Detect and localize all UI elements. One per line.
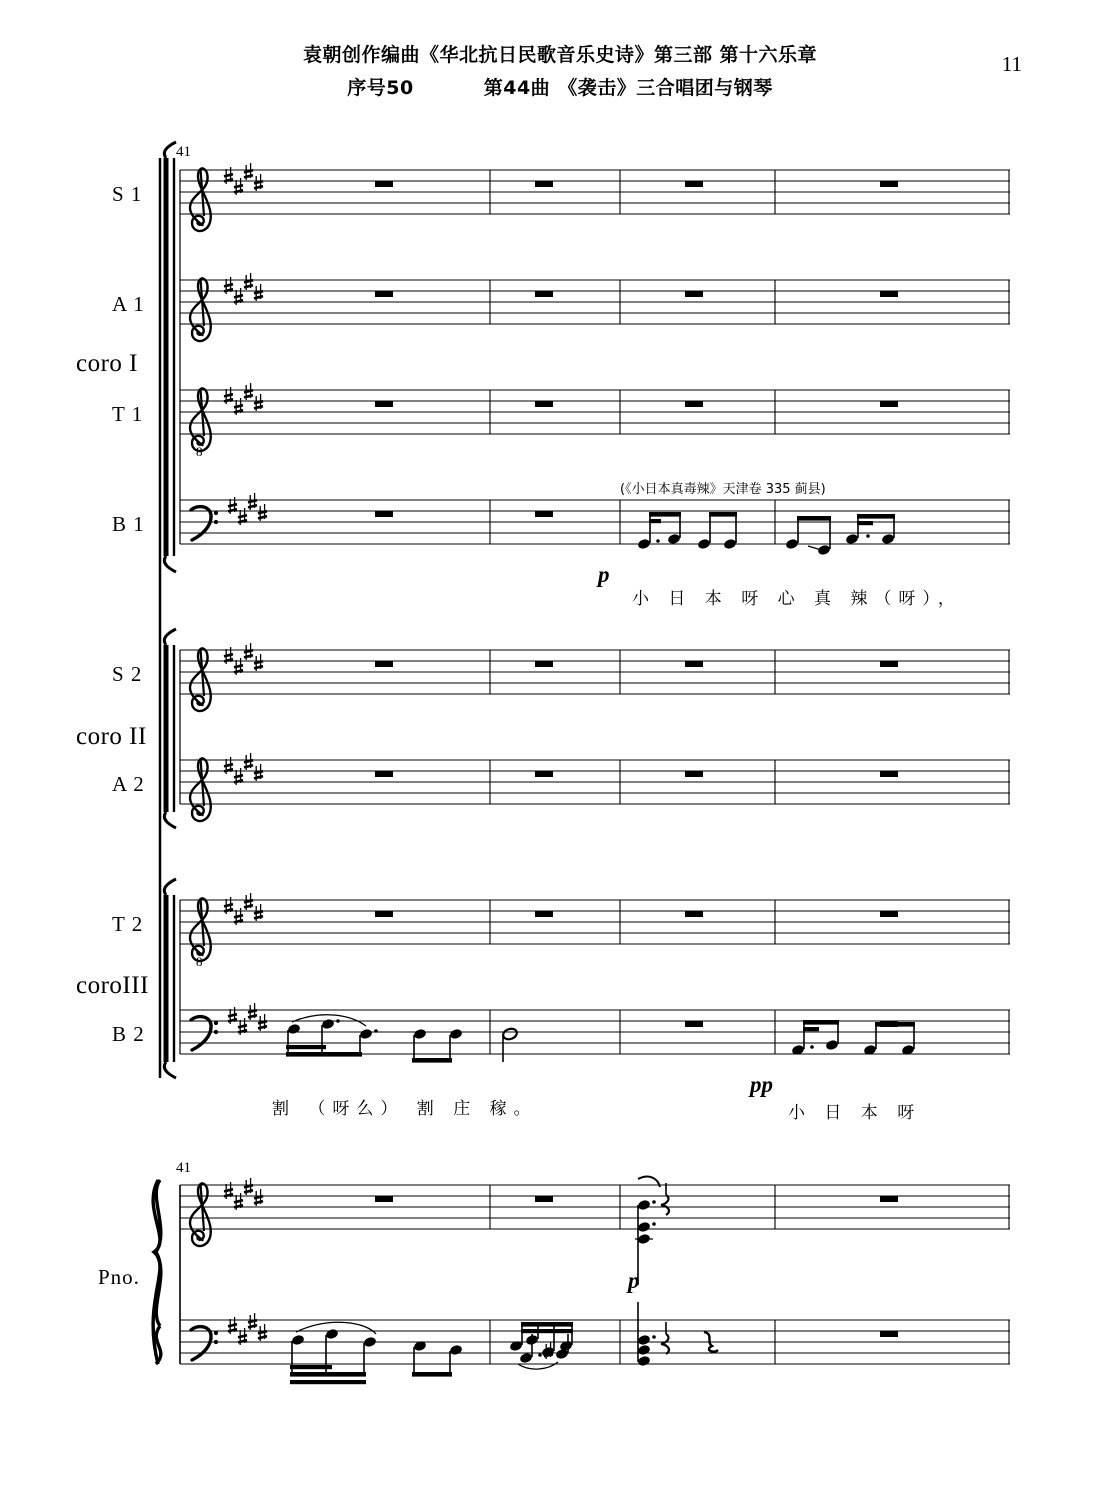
notes-b2-m1	[286, 1015, 463, 1063]
staff-s1	[180, 163, 1010, 231]
score-subtitle: 《袭击》三合唱团与钢琴	[558, 77, 773, 99]
part-label-s1: S 1	[112, 182, 143, 206]
part-label-b2: B 2	[112, 1022, 145, 1046]
part-label-a1: A 1	[112, 292, 145, 316]
part-label-t2: T 2	[112, 912, 144, 936]
staff-t2	[180, 893, 1010, 969]
svg-text:8: 8	[196, 444, 203, 459]
measure-number-41-piano: 41	[176, 1160, 191, 1176]
staff-piano-bass	[180, 1302, 1010, 1384]
notes-piano-lh-m3	[637, 1302, 718, 1367]
dynamic-pp-b2: pp	[750, 1072, 773, 1097]
notes-b1-m4	[785, 514, 895, 556]
bracket-coro-1	[164, 142, 180, 572]
staff-s2	[180, 643, 1010, 711]
lyrics-b2-line2: 小 日 本 呀	[788, 1103, 922, 1123]
bracket-coro-3	[164, 879, 180, 1078]
part-label-piano: Pno.	[98, 1265, 140, 1289]
staff-a2	[180, 753, 1010, 821]
part-label-s2: S 2	[112, 662, 143, 686]
notes-piano-rh-m3	[635, 1177, 669, 1285]
group-label-coro-2: coro II	[76, 723, 147, 750]
notes-piano-lh-m2	[509, 1322, 573, 1369]
page-number: 11	[1001, 52, 1022, 76]
staff-b1	[180, 493, 1010, 556]
staff-a1	[180, 273, 1010, 341]
annotation-text: (《小日本真毒辣》天津卷 335 蓟县)	[620, 482, 826, 497]
annotation-source-b1	[620, 478, 826, 497]
score-title-line-1: 袁朝创作编曲《华北抗日民歌音乐史诗》第三部 第十六乐章	[302, 44, 818, 66]
score-序号: 序号50	[347, 77, 414, 99]
staff-b2	[180, 1003, 1010, 1063]
piano-brace	[153, 1180, 180, 1364]
staff-t1	[180, 383, 1010, 459]
staff-piano-treble	[180, 1177, 1010, 1285]
part-label-t1: T 1	[112, 402, 144, 426]
notes-b2-m4	[791, 1020, 915, 1056]
dynamic-p-b1: p	[598, 562, 610, 587]
measure-number-41-choir: 41	[176, 144, 191, 160]
bracket-coro-2	[164, 629, 180, 828]
lyrics-b1: 小 日 本 呀 心 真 辣（呀），	[632, 589, 962, 609]
score-曲号: 第44曲	[483, 77, 551, 99]
svg-text:8: 8	[196, 954, 203, 969]
dynamic-p-piano: p	[628, 1268, 640, 1293]
group-label-coro-3: coroIII	[76, 972, 149, 999]
part-label-a2: A 2	[112, 772, 145, 796]
group-label-coro-1: coro I	[76, 350, 138, 377]
part-label-b1: B 1	[112, 512, 145, 536]
lyrics-b2-line1: 割 （呀么） 割 庄 稼。	[272, 1099, 538, 1119]
